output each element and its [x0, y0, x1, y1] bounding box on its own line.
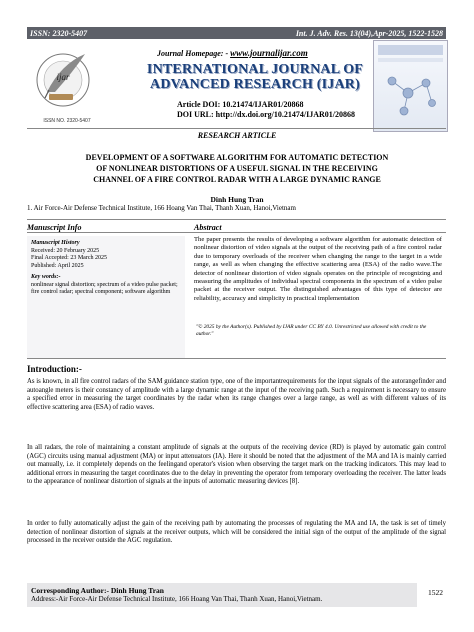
copyright-notice: "© 2025 by the Author(s). Published by IJAR under CC BY 4.0. Unrestricted use allowed with credit to the author."	[196, 324, 427, 337]
introduction-heading: Introduction:-	[27, 364, 82, 374]
abstract-text: The paper presents the results of developing a software algorithm for automatic detection of nonlinear distortion of video signals at the output of the receiving path of a fire control radar due to temporary overloads of the receiver when changing the range to the target in a wide range, as well as when changing the effective scattering area (ESA) of the radio wave.The detector of nonlinear distortion of video signals operates on the principle of recognizing and measuring the amplitudes of individual spectral components in the spectrum of a video pulse packet at the receiver output. The distinguished advantages of this type of detector are reliability, accuracy and simplicity in practical implementation	[194, 236, 442, 302]
journal-homepage	[157, 48, 308, 58]
info-divider	[27, 232, 446, 233]
page-number: 1522	[428, 588, 443, 597]
author-name: Dinh Hung Tran	[210, 195, 264, 204]
issn-text: ISSN: 2320-5407	[30, 28, 88, 38]
journal-cover-image	[373, 40, 448, 132]
journal-header-bar	[27, 27, 446, 39]
accepted-date: Final Accepted: 23 March 2025	[31, 255, 107, 261]
published-date: Published: April 2025	[31, 262, 84, 269]
article-doi: 10.21474/IJAR01/20868	[222, 100, 304, 109]
citation-text: Int. J. Adv. Res. 13(04),Apr-2025, 1522-1528	[295, 28, 443, 38]
manuscript-info-heading: Manuscript Info	[27, 223, 82, 232]
corresponding-author-box	[27, 583, 417, 607]
article-title-line3: CHANNEL OF A FIRE CONTROL RADAR WITH A LARGE DYNAMIC RANGE	[93, 175, 381, 184]
molecule-cover-icon	[374, 41, 447, 131]
doi-url-label: DOI URL:	[177, 110, 214, 119]
received-date: Received: 20 February 2025	[31, 247, 100, 254]
quill-logo-icon	[27, 42, 107, 118]
article-type: RESEARCH ARTICLE	[197, 131, 277, 140]
keywords-text: nonlinear signal distortion; spectrum of a video pulse packet; fire control radar; spectral component; software algorithm	[31, 281, 178, 295]
svg-text:ijar: ijar	[56, 72, 70, 82]
doi-url-link[interactable]: http://dx.doi.org/10.21474/IJAR01/20868	[215, 110, 356, 119]
manuscript-info-box	[27, 236, 185, 358]
article-title-line1: DEVELOPMENT OF A SOFTWARE ALGORITHM FOR AUTOMATIC DETECTION	[85, 153, 389, 162]
article-doi-label: Article DOI:	[177, 100, 221, 109]
homepage-label: Journal Homepage: -	[157, 49, 231, 58]
keywords-label: Key words:-	[31, 274, 61, 280]
abstract-divider	[27, 358, 446, 359]
journal-logo	[27, 42, 107, 127]
intro-paragraph-1: As is known, in all fire control radars of the SAM guidance station type, one of the importantrequirements for the input signals of the autorangefinder and autoangle meters is their constancy of amplitude with a large dynamic range at the input of the receiving path. Such a requirement is necessary to ensure a specified error in measuring the target coordinates by the radar when its range changes over a large range, as well as with different values of its effective scattering area (ESA) of radio waves.	[27, 378, 446, 411]
intro-paragraph-2: In all radars, the role of maintaining a constant amplitude of signals at the outputs of the receiving device (RD) is played by automatic gain control (AGC) circuits using manual adjustment (MA) or input attenuators (IA). Here it should be noted that the adjustment of the MA and IA is mainly carried out manually, i.e. it completely depends on the feelingand operator's vision when observing the target mark on the tracking indicators. This may lead to additional errors in measuring the target coordinates due to the delay in preventing the operator from temporary overloading the receiver. The latter leads to the appearance of nonlinear distortion of signals at the inputs of automatic measuring devices [8].	[27, 444, 446, 486]
article-title-line2: OF NONLINEAR DISTORTIONS OF A USEFUL SIGNAL IN THE RECEIVING	[96, 164, 378, 173]
author-address: Address:-Air Force-Air Defense Technical Institute, 166 Hoang Van Thai, Thanh Xuan, Hanoi,Vietnam.	[31, 595, 323, 603]
journal-title	[125, 62, 385, 92]
homepage-link[interactable]: www.journalijar.com	[230, 48, 308, 58]
title-divider	[27, 219, 446, 220]
corresponding-author: Corresponding Author:- Dinh Hung Tran	[31, 586, 164, 595]
intro-paragraph-3: In order to fully automatically adjust the gain of the receiving path by automating the processes of regulating the MA and IA, the task is set of timely detection of nonlinear distortion of signals at the receiver outputs, which will be considered the initial sign of the output of the amplitude of the signal processed in the receiver outside the AGC regulation.	[27, 520, 446, 545]
header-divider	[27, 128, 446, 129]
doi-block	[177, 100, 355, 120]
article-title	[50, 152, 424, 185]
logo-caption: ISSN NO. 2320-5407	[43, 118, 91, 124]
journal-title-line1: INTERNATIONAL JOURNAL OF	[146, 62, 364, 77]
journal-title-line2: ADVANCED RESEARCH (IJAR)	[150, 77, 360, 92]
author-affiliation: 1. Air Force-Air Defense Technical Institute, 166 Hoang Van Thai, Thanh Xuan, Hanoi,Vietnam	[27, 204, 296, 212]
history-label: Manuscript History	[31, 240, 80, 246]
abstract-heading: Abstract	[194, 223, 222, 232]
journal-header	[27, 42, 446, 127]
